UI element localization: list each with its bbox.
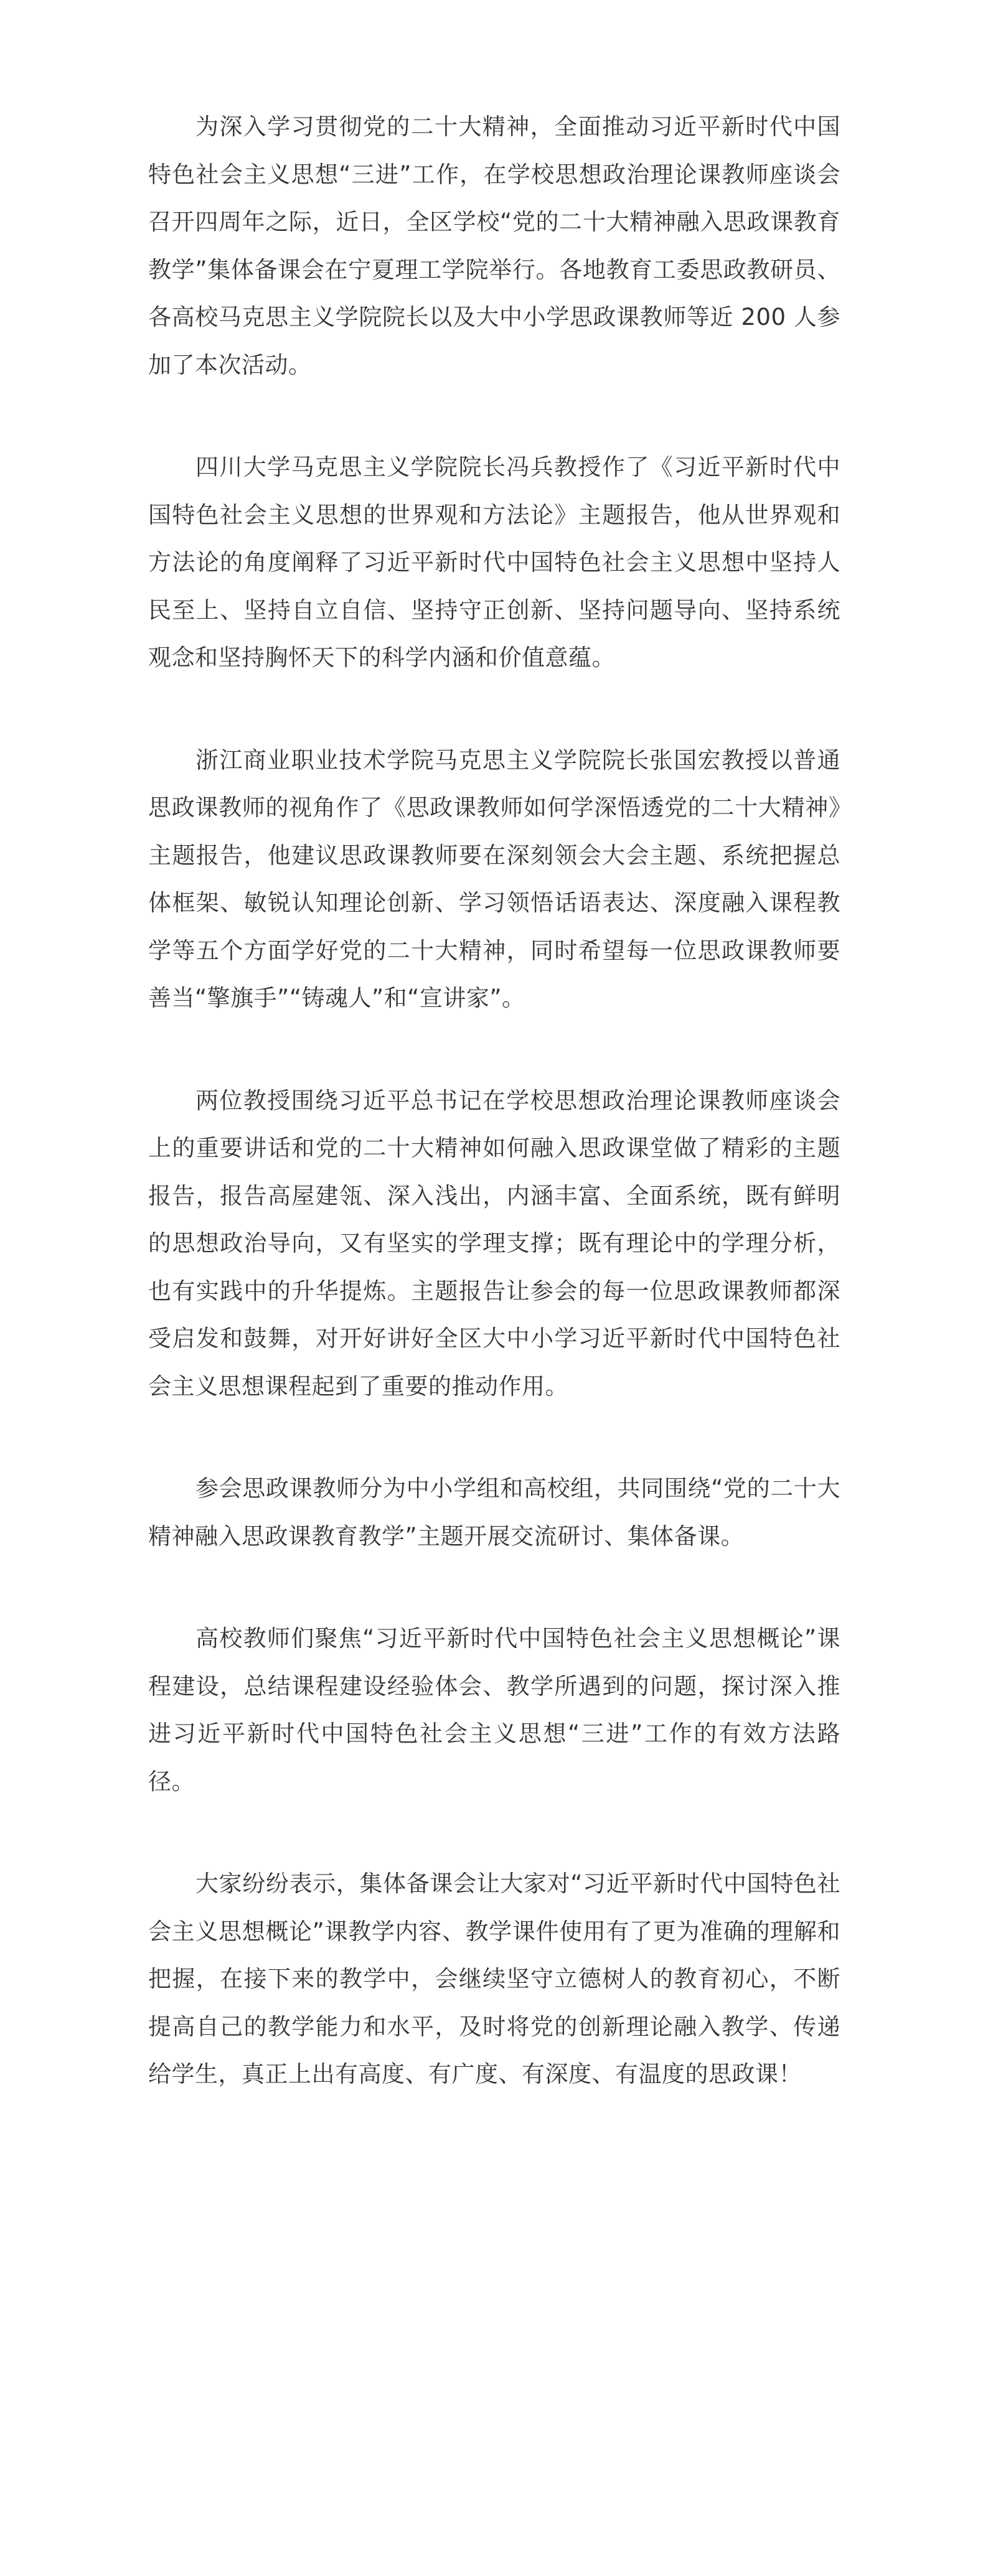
paragraph-report-feng-bing: 四川大学马克思主义学院院长冯兵教授作了《习近平新时代中国特色社会主义思想的世界观和方法论》主题报告，他从世界观和方法论的角度阐释了习近平新时代中国特色社会主义思想中坚持人民至上、坚持自立自信、坚持守正创新、坚持问题导向、坚持系统观念和坚持胸怀天下的科学内涵和价值意蕴。 [148, 454, 840, 671]
paragraph-report-zhang-guohong: 浙江商业职业技术学院马克思主义学院院长张国宏教授以普通思政课教师的视角作了《思政课教师如何学深悟透党的二十大精神》主题报告，他建议思政课教师要在深刻领会大会主题、系统把握总体框架、敏锐认知理论创新、学习领悟话语表达、深度融入课程教学等五个方面学好党的二十大精神，同时希望每一位思政课教师要善当“擎旗手”“铸魂人”和“宣讲家”。 [148, 746, 840, 1011]
paragraph-intro: 为深入学习贯彻党的二十大精神，全面推动习近平新时代中国特色社会主义思想“三进”工作，在学校思想政治理论课教师座谈会召开四周年之际，近日，全区学校“党的二十大精神融入思政课教育教学”集体备课会在宁夏理工学院举行。各地教育工委思政教研员、各高校马克思主义学院院长以及大中小学思政课教师等近 200 人参加了本次活动。 [148, 113, 840, 378]
paragraph-group-discussion: 参会思政课教师分为中小学组和高校组，共同围绕“党的二十大精神融入思政课教育教学”主题开展交流研讨、集体备课。 [148, 1475, 840, 1550]
article-body [148, 103, 840, 2099]
paragraph-report-summary: 两位教授围绕习近平总书记在学校思想政治理论课教师座谈会上的重要讲话和党的二十大精神如何融入思政课堂做了精彩的主题报告，报告高屋建瓴、深入浅出，内涵丰富、全面系统，既有鲜明的思想政治导向，又有坚实的学理支撑；既有理论中的学理分析，也有实践中的升华提炼。主题报告让参会的每一位思政课教师都深受启发和鼓舞，对开好讲好全区大中小学习近平新时代中国特色社会主义思想课程起到了重要的推动作用。 [148, 1087, 840, 1400]
paragraph-university-teachers: 高校教师们聚焦“习近平新时代中国特色社会主义思想概论”课程建设，总结课程建设经验体会、教学所遇到的问题，探讨深入推进习近平新时代中国特色社会主义思想“三进”工作的有效方法路径。 [148, 1625, 840, 1795]
paragraph-conclusion: 大家纷纷表示，集体备课会让大家对“习近平新时代中国特色社会主义思想概论”课教学内容、教学课件使用有了更为准确的理解和把握，在接下来的教学中，会继续坚守立德树人的教育初心，不断提高自己的教学能力和水平，及时将党的创新理论融入教学、传递给学生，真正上出有高度、有广度、有深度、有温度的思政课！ [148, 1870, 840, 2087]
